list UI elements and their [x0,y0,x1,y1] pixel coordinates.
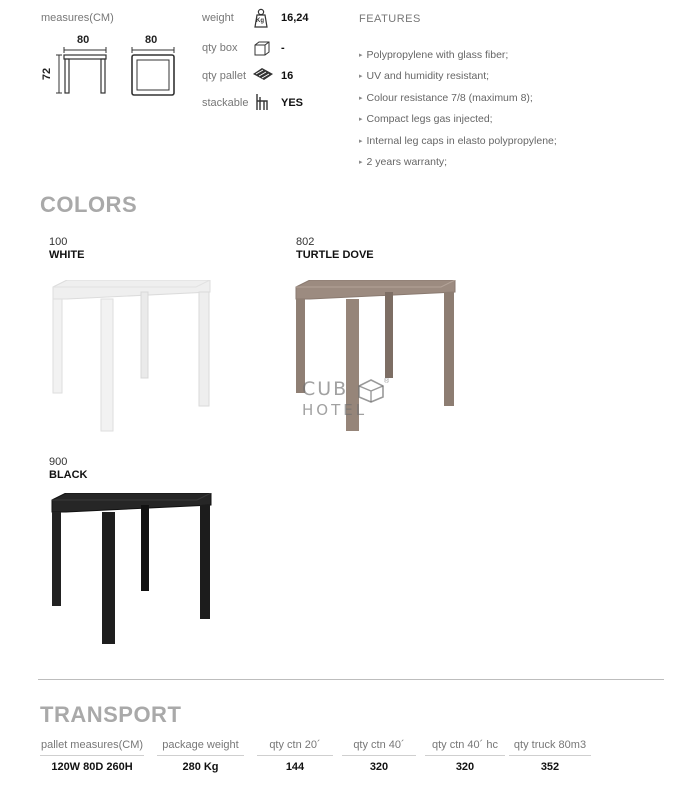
top-view-diagram [128,34,178,96]
table-header: qty ctn 40´ hc [431,739,499,751]
measures-label: measures(CM) [41,12,114,24]
table-cell: 144 [285,761,305,773]
table-header: qty ctn 20´ [269,739,321,751]
stackable-label: stackable [202,97,249,109]
color-black-label [49,456,88,482]
color-name: TURTLE DOVE [296,249,374,261]
feature-item: ▸ Internal leg caps in elasto polypropylene; [359,135,557,147]
black-table-image [50,493,215,648]
depth-dimension: 80 [145,34,158,46]
width-dimension: 80 [77,34,90,46]
feature-item: ▸ Polypropylene with glass fiber; [359,49,509,61]
table-header: package weight [162,739,239,751]
cube-logo-icon [358,379,384,403]
pallet-icon [252,66,274,87]
transport-col-weight [157,739,244,756]
table-cell: 320 [369,761,389,773]
table-cell: 120W 80D 260H [51,761,133,773]
transport-col-truck [509,739,591,756]
table-top-icon [128,34,178,96]
stackable-value: YES [281,97,304,109]
qty-pallet-value: 16 [281,70,294,82]
colors-heading: COLORS [40,192,138,217]
table-cell: 280 Kg [182,761,219,773]
table-cell: 352 [540,761,560,773]
feature-item: ▸ Colour resistance 7/8 (maximum 8); [359,92,533,104]
kg-weight-icon: Kg [253,8,269,28]
color-code: 802 [296,236,315,248]
feature-item: ▸ Compact legs gas injected; [359,113,493,125]
feature-item: ▸ 2 years warranty; [359,156,448,168]
color-code: 900 [49,456,68,468]
transport-col-ctn40hc [425,739,505,756]
color-white-label [49,236,84,262]
transport-col-ctn20 [257,739,333,756]
table-header: pallet measures(CM) [40,739,144,751]
transport-heading: TRANSPORT [40,702,182,727]
table-side-icon [55,34,115,96]
side-view-diagram [41,34,115,96]
white-table-image [49,280,214,435]
table-header: qty ctn 40´ [353,739,405,751]
feature-item: ▸ UV and humidity resistant; [359,70,490,82]
color-name: BLACK [49,469,88,481]
table-cell: 320 [455,761,475,773]
features-title: FEATURES [359,13,421,25]
box-icon [253,40,271,61]
stackable-chair-icon [254,92,270,117]
cube-hotel-watermark: CUB ® HOTEL [302,378,390,419]
weight-label: weight [202,12,234,24]
height-dimension: 72 [41,67,54,81]
color-name: WHITE [49,249,85,261]
transport-col-ctn40 [342,739,416,756]
weight-value: 16,24 [281,12,309,24]
qty-pallet-label: qty pallet [202,70,247,82]
qty-box-label: qty box [202,42,238,54]
table-header: qty truck 80m3 [513,739,587,751]
qty-box-value: - [281,42,285,54]
color-code: 100 [49,236,68,248]
transport-col-pallet [40,739,144,756]
color-turtle-dove-label [296,236,374,262]
section-divider [38,679,664,680]
